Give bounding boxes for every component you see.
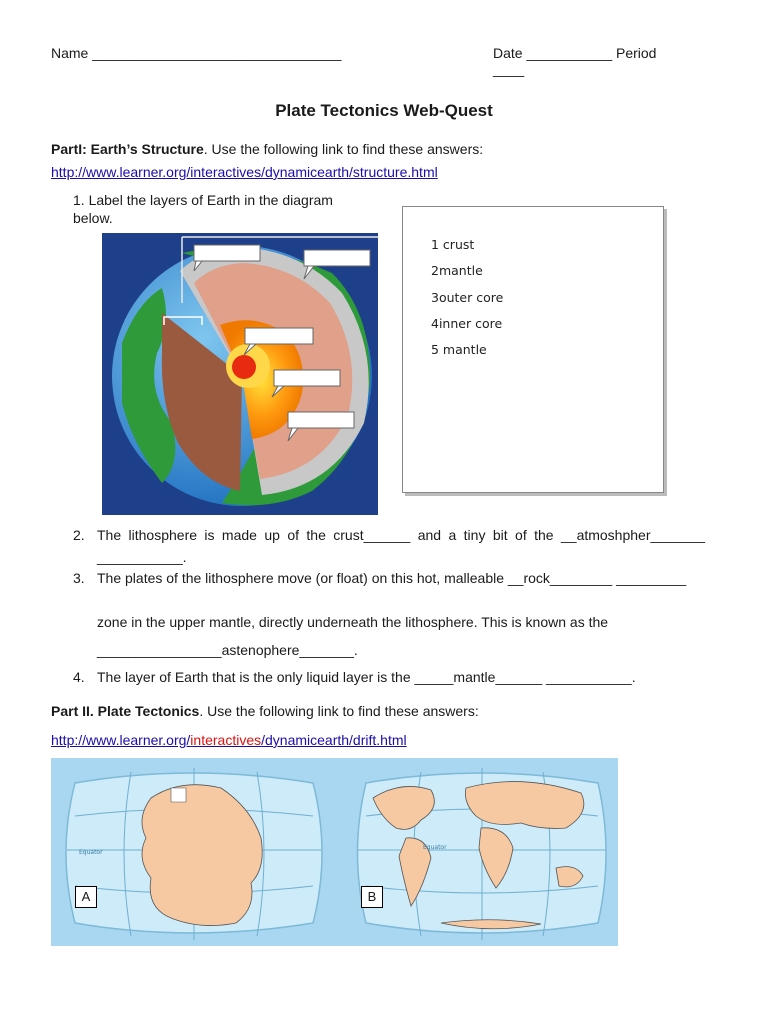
map-b <box>358 768 607 940</box>
question-4 <box>0 666 768 688</box>
drift-link[interactable] <box>51 732 407 748</box>
label-box-1[interactable] <box>194 245 260 261</box>
part1-heading-line <box>51 140 483 158</box>
name-field-label[interactable]: Name ________________________________ <box>51 45 342 61</box>
part1-instruction: . Use the following link to find these answers: <box>203 141 484 157</box>
answer-1: 1 crust <box>431 237 475 252</box>
q4-number: 4. <box>73 669 85 685</box>
map-a-label: A <box>75 886 97 908</box>
part2-heading-line <box>51 702 479 720</box>
answer-5: 5 mantle <box>431 342 487 357</box>
answer-box[interactable] <box>402 206 664 493</box>
answer-3: 3outer core <box>431 290 504 305</box>
q1-line1: 1. Label the layers of Earth in the diagram <box>73 192 333 208</box>
drift-link-part-b: interactives <box>190 732 262 748</box>
earth-layers-diagram <box>102 233 378 515</box>
answer-2: 2mantle <box>431 263 483 278</box>
label-box-3[interactable] <box>245 328 313 344</box>
header-row <box>51 45 691 77</box>
drift-link-part-c: /dynamicearth/drift.html <box>261 732 407 748</box>
label-box-2[interactable] <box>304 250 370 266</box>
map-a <box>66 768 322 940</box>
label-box-5[interactable] <box>288 412 354 428</box>
structure-link[interactable]: http://www.learner.org/interactives/dynamicearth/structure.html <box>51 164 438 180</box>
q3-text-3: ________________astenophere_______. <box>97 642 358 658</box>
continental-drift-maps <box>51 758 618 946</box>
drift-link-part-a: http://www.learner.org/ <box>51 732 191 748</box>
part2-instruction: . Use the following link to find these answers: <box>199 703 479 719</box>
question-2 <box>0 524 768 568</box>
question-3 <box>0 567 768 663</box>
q3-text-2: zone in the upper mantle, directly underneath the lithosphere. This is known as the <box>97 614 609 630</box>
map-b-label: B <box>361 886 383 908</box>
q1-line2: below. <box>73 210 113 226</box>
part2-heading: Part II. Plate Tectonics <box>51 703 200 719</box>
map-a-equator-label: Equator <box>79 849 103 856</box>
q2-number: 2. <box>73 527 85 543</box>
page-title: Plate Tectonics Web-Quest <box>275 101 493 120</box>
answer-4: 4inner core <box>431 316 503 331</box>
q2-text: The lithosphere is made up of the crust______ and a tiny bit of the __atmoshpher_______ ___________. <box>97 527 705 565</box>
earth-inner-core <box>232 355 256 379</box>
q4-text: The layer of Earth that is the only liquid layer is the _____mantle______ ___________. <box>97 669 636 685</box>
q3-text: The plates of the lithosphere move (or float) on this hot, malleable __rock________ _________ <box>97 570 687 586</box>
date-period-label[interactable]: Date ___________ Period ____ <box>493 45 657 77</box>
q3-number: 3. <box>73 570 85 586</box>
label-box-4[interactable] <box>274 370 340 386</box>
map-b-equator-label: Equator <box>423 844 447 851</box>
part1-heading: PartI: Earth’s Structure <box>51 141 204 157</box>
